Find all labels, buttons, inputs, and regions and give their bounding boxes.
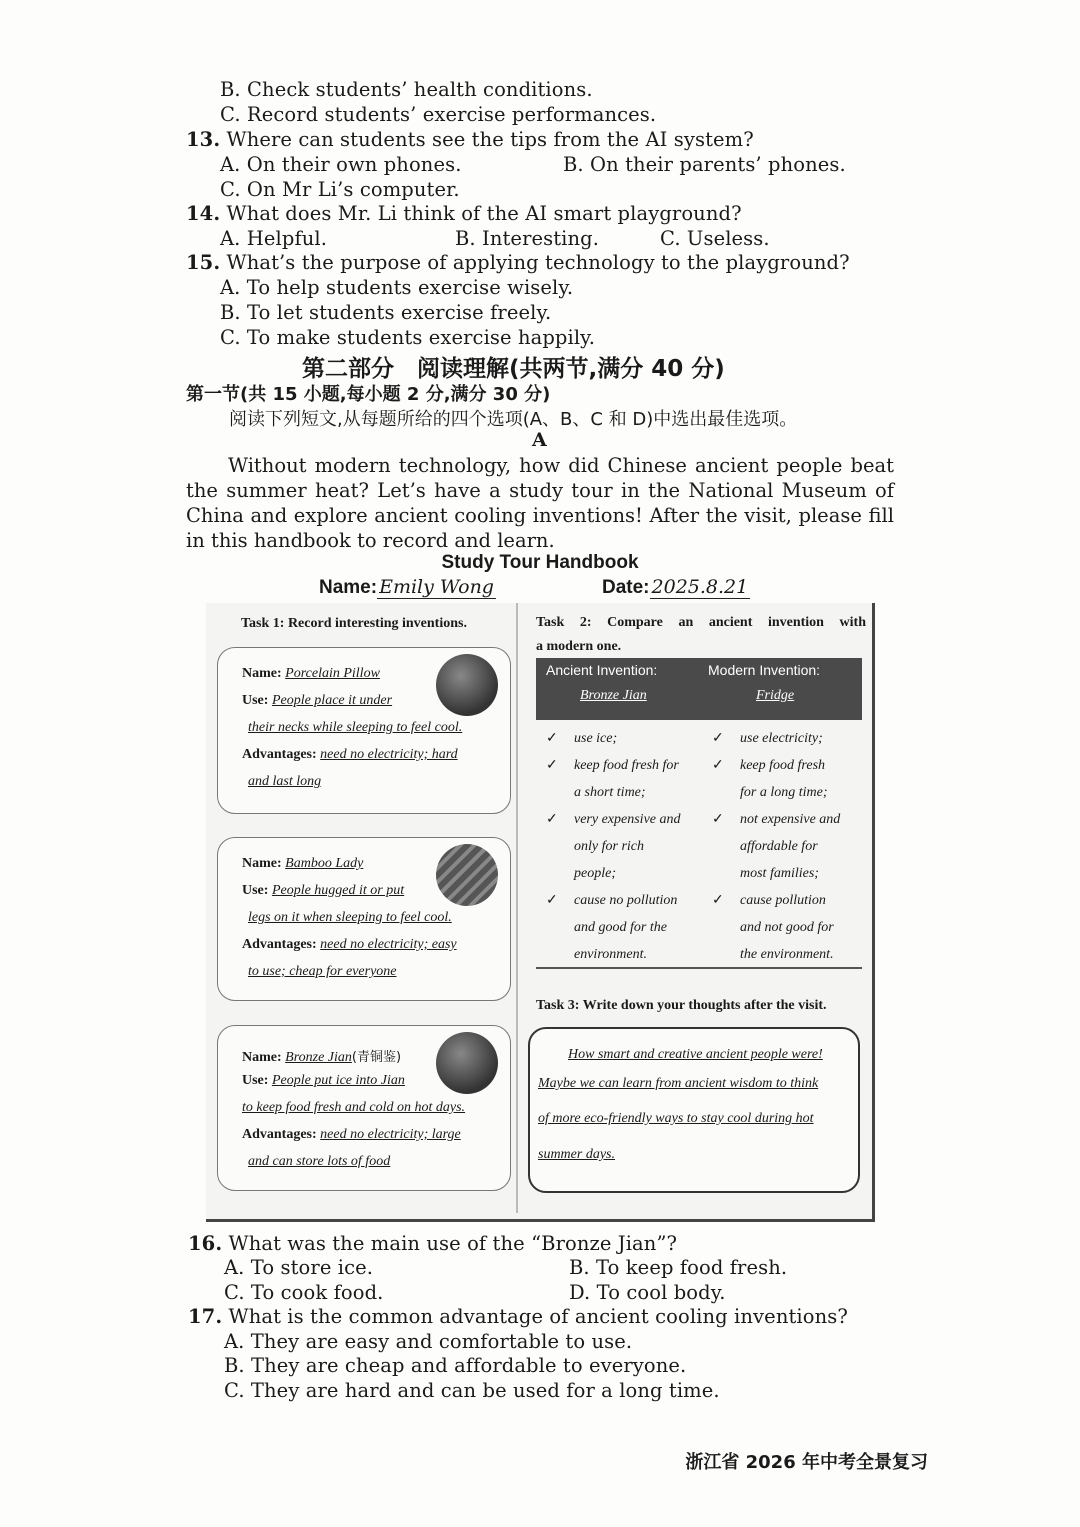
q16-option-d: D. To cool body. <box>569 1281 726 1304</box>
handbook-panel <box>206 603 875 1222</box>
card-advantages: Advantages: need no electricity; easy <box>242 937 457 952</box>
card-use: Use: People put ice into Jian <box>242 1073 405 1088</box>
handbook-title: Study Tour Handbook <box>441 552 639 573</box>
section1-heading: 第一节(共 15 小题,每小题 2 分,满分 30 分) <box>186 384 551 405</box>
card-name: Name: Porcelain Pillow <box>242 666 380 681</box>
q14-stem: 14. What does Mr. Li think of the AI smart playground? <box>186 202 742 225</box>
thoughts-box <box>528 1027 860 1193</box>
passage-text: Without modern technology, how did Chinese ancient people beat the summer heat? Let’s have a study tour in the National Museum of China and explore ancient cooling inventions! After the visit, please fill in this handbook to record and learn. <box>186 454 894 552</box>
q15-option-b: B. To let students exercise freely. <box>220 301 552 324</box>
thought-line: summer days. <box>538 1147 615 1162</box>
card-advantages: Advantages: need no electricity; large <box>242 1127 461 1142</box>
q14-option-a: A. Helpful. <box>220 227 328 250</box>
card-advantages-cont: and can store lots of food <box>248 1154 391 1169</box>
q12-option-c: C. Record students’ exercise performances. <box>220 103 657 126</box>
task2-title-cont: a modern one. <box>536 639 622 654</box>
q16-stem: 16. What was the main use of the “Bronze Jian”? <box>188 1232 678 1255</box>
q13-option-b: B. On their parents’ phones. <box>563 153 846 176</box>
card-name: Name: Bronze Jian(青铜鉴) <box>242 1050 402 1065</box>
task3-title: Task 3: Write down your thoughts after the visit. <box>536 998 827 1013</box>
check-icon: ✓ <box>546 758 558 773</box>
q17-option-c: C. They are hard and can be used for a long time. <box>224 1379 720 1402</box>
check-icon: ✓ <box>712 731 724 746</box>
invention-card-bronze-jian <box>217 1025 511 1191</box>
q13-option-a: A. On their own phones. <box>220 153 462 176</box>
q16-option-a: A. To store ice. <box>224 1256 374 1279</box>
card-use-cont: legs on it when sleeping to feel cool. <box>248 910 452 925</box>
passage <box>186 453 894 553</box>
modern-features: ✓ use electricity; ✓ keep food fresh for a long time; ✓ not expensive and affordable for most families; ✓ cause pollution and not good for the environment. <box>740 725 840 968</box>
q15-stem: 15. What’s the purpose of applying technology to the playground? <box>186 251 850 274</box>
check-icon: ✓ <box>546 893 558 908</box>
q17-option-a: A. They are easy and comfortable to use. <box>224 1330 633 1353</box>
card-advantages: Advantages: need no electricity; hard <box>242 747 458 762</box>
pillow-icon <box>436 654 498 716</box>
invention-card-porcelain-pillow <box>217 647 511 814</box>
q14-option-c: C. Useless. <box>660 227 770 250</box>
handbook-name: Name: Emily Wong <box>319 576 494 598</box>
instruction: 阅读下列短文,从每题所给的四个选项(A、B、C 和 D)中选出最佳选项。 <box>229 409 798 430</box>
card-use: Use: People place it under <box>242 693 393 708</box>
q13-stem: 13. Where can students see the tips from the AI system? <box>186 128 754 151</box>
page-footer: 浙江省 2026 年中考全景复习 <box>685 1452 928 1473</box>
modern-label: Modern Invention: <box>708 662 821 678</box>
card-advantages-cont: and last long <box>248 774 322 789</box>
q16-option-c: C. To cook food. <box>224 1281 384 1304</box>
check-icon: ✓ <box>712 893 724 908</box>
column-divider <box>516 603 518 1213</box>
check-icon: ✓ <box>546 812 558 827</box>
q15-option-c: C. To make students exercise happily. <box>220 326 595 349</box>
check-icon: ✓ <box>712 758 724 773</box>
card-advantages-cont: to use; cheap for everyone <box>248 964 397 979</box>
card-use: Use: People hugged it or put <box>242 883 405 898</box>
q17-stem: 17. What is the common advantage of ancient cooling inventions? <box>188 1305 848 1328</box>
thought-line: Maybe we can learn from ancient wisdom to think <box>538 1076 819 1091</box>
part2-heading: 第二部分 阅读理解(共两节,满分 40 分) <box>302 356 725 382</box>
card-use-cont: their necks while sleeping to feel cool. <box>248 720 463 735</box>
comparison-bottom-rule <box>536 967 862 969</box>
bronze-jian-icon <box>436 1032 498 1094</box>
invention-card-bamboo-lady <box>217 837 511 1001</box>
comparison-header <box>536 658 862 720</box>
card-use-cont: to keep food fresh and cold on hot days. <box>242 1100 466 1115</box>
q16-option-b: B. To keep food fresh. <box>569 1256 788 1279</box>
modern-value: Fridge <box>756 688 795 703</box>
q17-option-b: B. They are cheap and affordable to everyone. <box>224 1354 687 1377</box>
q12-option-b: B. Check students’ health conditions. <box>220 78 593 101</box>
thought-line: How smart and creative ancient people were! <box>568 1047 823 1062</box>
q14-option-b: B. Interesting. <box>455 227 600 250</box>
check-icon: ✓ <box>546 731 558 746</box>
task1-title: Task 1: Record interesting inventions. <box>241 616 467 631</box>
bamboo-icon <box>436 844 498 906</box>
ancient-label: Ancient Invention: <box>546 662 658 678</box>
ancient-value: Bronze Jian <box>580 688 647 703</box>
thought-line: of more eco-friendly ways to stay cool during hot <box>538 1111 814 1126</box>
task2-title: Task 2: Compare an ancient invention with <box>536 615 866 630</box>
ancient-features: ✓ use ice; ✓ keep food fresh for a short time; ✓ very expensive and only for rich people; ✓ cause no pollution and good for the environment. <box>574 725 681 968</box>
handbook-date: Date: 2025.8.21 <box>602 576 749 598</box>
card-name: Name: Bamboo Lady <box>242 856 364 871</box>
q15-option-a: A. To help students exercise wisely. <box>220 276 574 299</box>
check-icon: ✓ <box>712 812 724 827</box>
q13-option-c: C. On Mr Li’s computer. <box>220 178 460 201</box>
passage-label: A <box>532 429 547 451</box>
